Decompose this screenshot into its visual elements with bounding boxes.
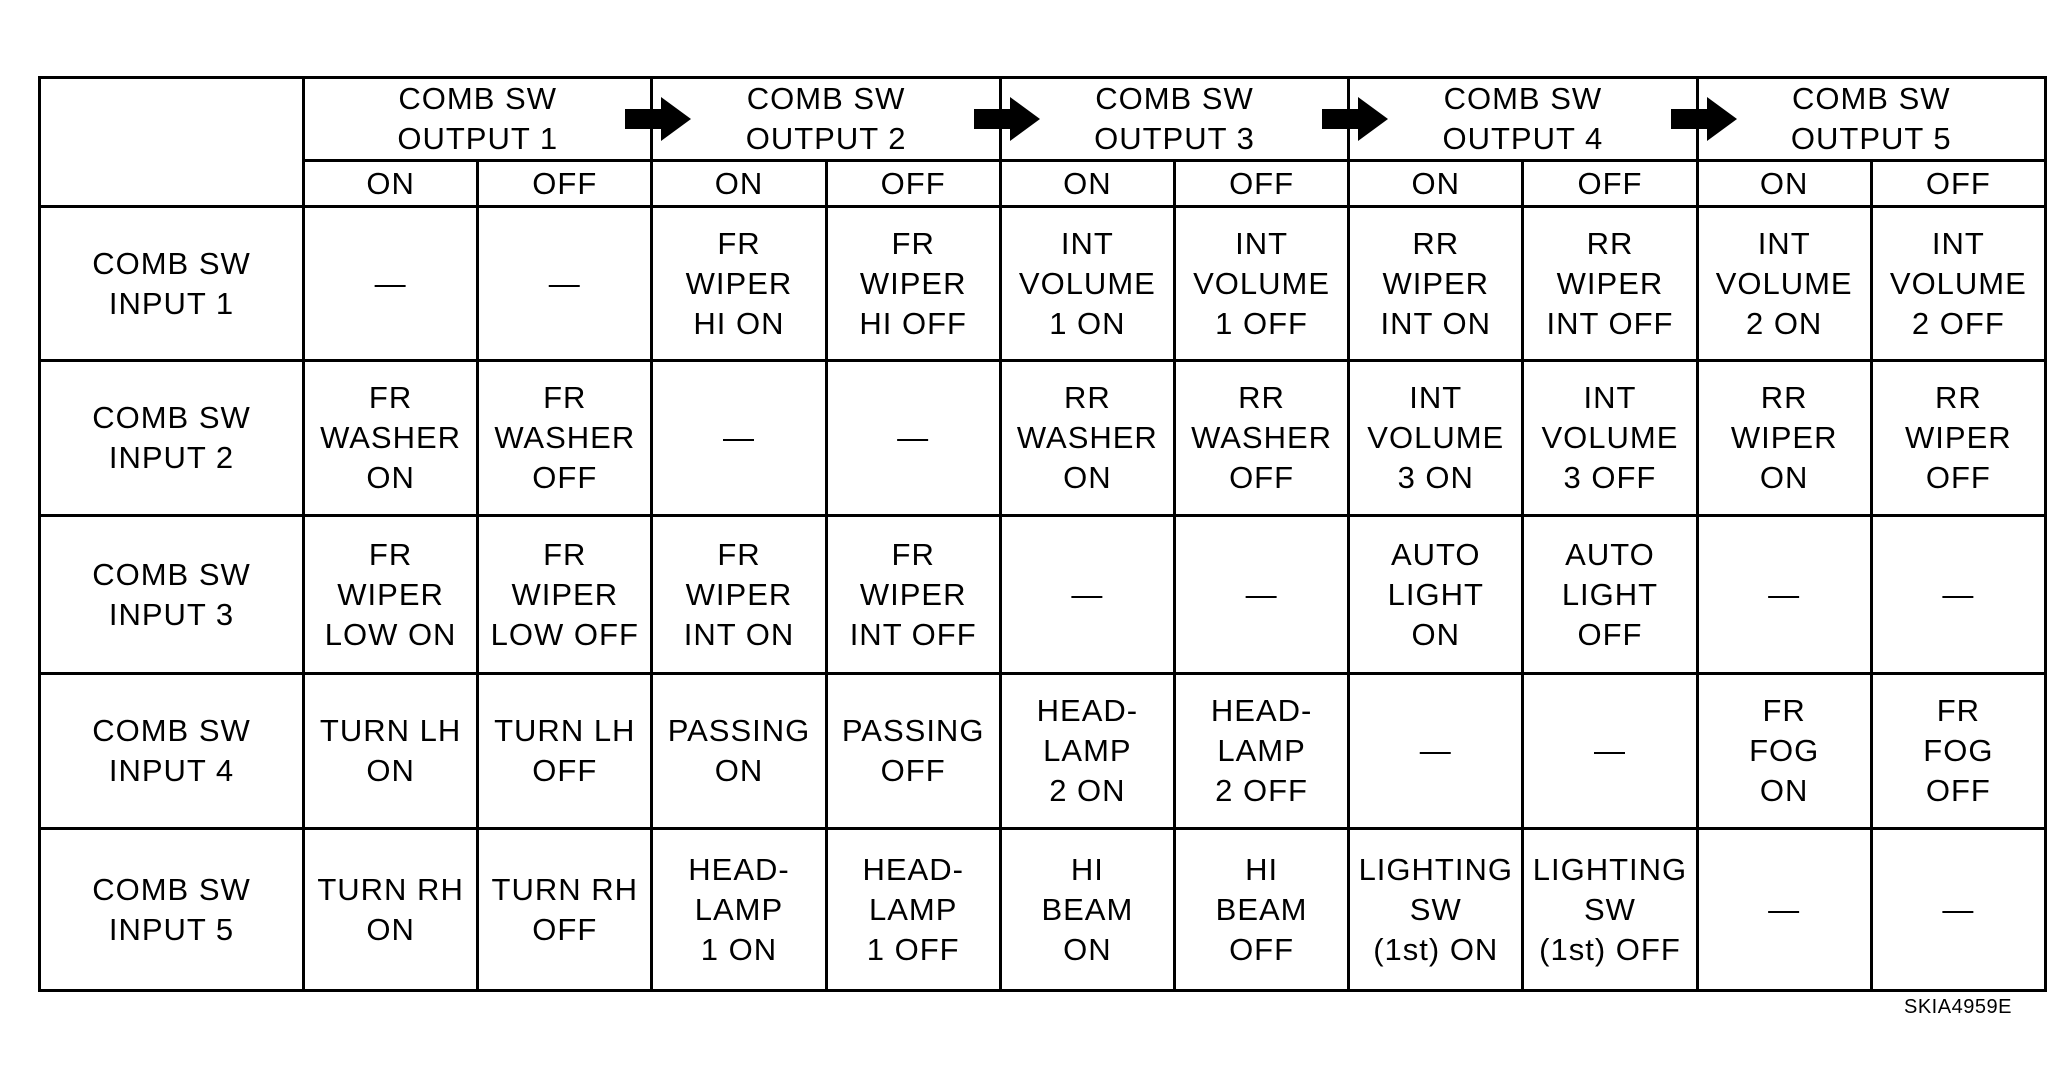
cell-line: FR (717, 536, 761, 572)
cell-line: WASHER (1191, 420, 1333, 455)
cell-line: 1 ON (700, 931, 778, 967)
cell-line: — (897, 420, 930, 455)
cell-line: WIPER (859, 265, 967, 301)
matrix-cell (304, 207, 478, 361)
matrix-cell (1174, 674, 1348, 829)
cell-line: ON (366, 911, 415, 947)
table-row (40, 516, 2046, 674)
cell-line: FR (1936, 693, 1981, 728)
cell-line: WIPER (1905, 420, 2012, 455)
cell-line: ON (1063, 931, 1112, 967)
matrix-cell (1000, 829, 1174, 991)
cell-line: — (722, 420, 755, 455)
cell-line: VOLUME (1715, 265, 1853, 301)
output-header-line2: OUTPUT 2 (745, 121, 907, 156)
row-header-line: COMB SW (92, 713, 251, 748)
cell-line: LIGHTING (1358, 851, 1513, 887)
matrix-cell (1000, 207, 1174, 361)
cell-line: OFF (532, 911, 598, 947)
cell-line: HI (1245, 851, 1279, 887)
row-header-line: INPUT 4 (108, 753, 235, 788)
cell-line: INT ON (1380, 305, 1492, 341)
matrix-cell (1697, 674, 1871, 829)
row-header-line: COMB SW (92, 245, 251, 281)
cell-line: WIPER (685, 265, 793, 301)
state-on-header: ON (1697, 161, 1871, 207)
cell-line: TURN LH (319, 713, 462, 748)
matrix-cell (1349, 829, 1523, 991)
cell-line: PASSING (667, 713, 811, 748)
cell-line: AUTO (1390, 536, 1481, 572)
matrix-cell (304, 674, 478, 829)
cell-line: AUTO (1565, 536, 1655, 572)
cell-line: INT OFF (1546, 305, 1674, 341)
cell-line: WIPER (859, 576, 967, 612)
input-row-header (40, 829, 304, 991)
cell-line: OFF (1229, 931, 1295, 967)
cell-line: FOG (1923, 733, 1994, 768)
cell-line: OFF (532, 753, 598, 788)
cell-line: — (1593, 733, 1626, 768)
matrix-cell (478, 207, 652, 361)
output-header-line1: COMB SW (398, 81, 557, 116)
input-row-header (40, 207, 304, 361)
matrix-cell (478, 674, 652, 829)
output-header-5 (1697, 78, 2045, 161)
matrix-cell (826, 516, 1000, 674)
matrix-cell (1871, 361, 2045, 516)
output-header-4 (1349, 78, 1697, 161)
cell-line: LIGHTING (1532, 851, 1688, 887)
cell-line: LAMP (694, 891, 784, 927)
cell-line: — (1071, 576, 1104, 612)
cell-line: RR (1238, 380, 1285, 415)
cell-line: VOLUME (1367, 420, 1505, 455)
matrix-cell (304, 516, 478, 674)
output-header-line2: OUTPUT 3 (1094, 121, 1255, 156)
cell-line: ON (1063, 460, 1112, 495)
matrix-cell (1523, 674, 1697, 829)
cell-line: 2 ON (1745, 305, 1823, 341)
cell-line: 3 OFF (1563, 460, 1657, 495)
cell-line: PASSING (841, 713, 985, 748)
cell-line: WIPER (1382, 265, 1490, 301)
cell-line: 3 ON (1397, 460, 1474, 495)
matrix-cell (652, 516, 826, 674)
matrix-cell (1174, 361, 1348, 516)
matrix-cell (1349, 674, 1523, 829)
cell-line: RR (1412, 225, 1460, 261)
cell-line: — (374, 265, 407, 301)
state-on-header: ON (304, 161, 478, 207)
cell-line: RR (1063, 380, 1111, 415)
cell-line: LIGHT (1387, 576, 1484, 612)
cell-line: VOLUME (1018, 265, 1156, 301)
table-row (40, 361, 2046, 516)
cell-line: WIPER (1730, 420, 1838, 455)
table-row (40, 829, 2046, 991)
cell-line: HEAD- (688, 851, 790, 887)
cell-line: — (1768, 891, 1801, 927)
cell-line: 2 OFF (1215, 773, 1308, 808)
cell-line: WIPER (685, 576, 793, 612)
matrix-cell (826, 674, 1000, 829)
state-off-header: OFF (826, 161, 1000, 207)
row-header-line: COMB SW (92, 871, 251, 907)
cell-line: RR (1760, 380, 1808, 415)
cell-line: — (1768, 576, 1801, 612)
cell-line: WIPER (511, 576, 619, 612)
state-on-header: ON (652, 161, 826, 207)
cell-line: OFF (1577, 616, 1643, 652)
cell-line: WASHER (494, 420, 636, 455)
matrix-cell (1174, 207, 1348, 361)
row-header-line: INPUT 2 (108, 440, 235, 475)
matrix-cell (1523, 829, 1697, 991)
cell-line: — (548, 265, 581, 301)
cell-line: FR (543, 536, 587, 572)
row-header-line: INPUT 3 (108, 596, 235, 632)
matrix-cell (1697, 361, 1871, 516)
state-off-header: OFF (1523, 161, 1697, 207)
cell-line: INT OFF (849, 616, 977, 652)
cell-line: — (1419, 733, 1452, 768)
input-row-header (40, 516, 304, 674)
matrix-cell (1871, 207, 2045, 361)
cell-line: VOLUME (1193, 265, 1331, 301)
matrix-cell (1000, 674, 1174, 829)
matrix-cell (1000, 516, 1174, 674)
corner-cell (40, 78, 304, 207)
cell-line: (1st) OFF (1539, 931, 1681, 967)
output-header-2 (652, 78, 1000, 161)
output-header-line1: COMB SW (746, 81, 906, 116)
row-header-line: COMB SW (92, 400, 251, 435)
cell-line: BEAM (1215, 891, 1308, 927)
matrix-cell (1174, 516, 1348, 674)
row-header-line: COMB SW (92, 556, 251, 592)
cell-line: — (1942, 891, 1975, 927)
cell-line: OFF (1229, 460, 1295, 495)
cell-line: WIPER (337, 576, 444, 612)
cell-line: FR (717, 225, 761, 261)
cell-line: VOLUME (1541, 420, 1679, 455)
output-header-line1: COMB SW (1095, 81, 1254, 116)
cell-line: FR (891, 225, 935, 261)
row-header-line: INPUT 5 (108, 911, 235, 947)
cell-line: HI ON (693, 305, 785, 341)
matrix-cell (826, 829, 1000, 991)
cell-line: LAMP (1043, 733, 1132, 768)
cell-line: ON (714, 753, 764, 788)
cell-line: INT (1060, 225, 1114, 261)
matrix-cell (826, 361, 1000, 516)
cell-line: ON (1411, 616, 1461, 652)
cell-line: OFF (1925, 460, 1991, 495)
cell-line: TURN RH (317, 871, 464, 907)
matrix-cell (1871, 516, 2045, 674)
matrix-cell (1349, 361, 1523, 516)
matrix-cell (1871, 829, 2045, 991)
cell-line: INT (1409, 380, 1463, 415)
matrix-cell (1000, 361, 1174, 516)
cell-line: RR (1586, 225, 1634, 261)
state-on-header: ON (1000, 161, 1174, 207)
output-header-1 (304, 78, 652, 161)
right-arrow-icon (1322, 97, 1388, 141)
state-off-header: OFF (1174, 161, 1348, 207)
cell-line: FR (1762, 693, 1806, 728)
output-header-line2: OUTPUT 1 (397, 121, 559, 156)
cell-line: FR (368, 536, 413, 572)
table-row (40, 674, 2046, 829)
cell-line: WIPER (1556, 265, 1664, 301)
figure-code: SKIA4959E (1904, 996, 2012, 1018)
output-header-row (40, 78, 2046, 161)
matrix-cell (1697, 516, 1871, 674)
cell-line: INT ON (683, 616, 795, 652)
output-header-line1: COMB SW (1791, 81, 1951, 116)
cell-line: ON (1759, 773, 1809, 808)
cell-line: FOG (1749, 733, 1820, 768)
state-off-header: OFF (478, 161, 652, 207)
matrix-cell (1523, 207, 1697, 361)
cell-line: HI (1070, 851, 1104, 887)
matrix-cell (304, 829, 478, 991)
cell-line: ON (1759, 460, 1809, 495)
matrix-cell (652, 829, 826, 991)
cell-line: TURN RH (491, 871, 639, 907)
output-header-line2: OUTPUT 4 (1442, 121, 1604, 156)
state-on-header: ON (1349, 161, 1523, 207)
cell-line: WASHER (320, 420, 462, 455)
cell-line: INT (1931, 225, 1985, 261)
row-header-line: INPUT 1 (108, 285, 235, 321)
cell-line: 2 ON (1049, 773, 1126, 808)
cell-line: SW (1583, 891, 1636, 927)
cell-line: RR (1934, 380, 1982, 415)
switch-matrix-table (38, 76, 2047, 992)
right-arrow-icon (1671, 97, 1737, 141)
cell-line: LOW OFF (490, 616, 639, 652)
cell-line: HEAD- (1036, 693, 1139, 728)
matrix-cell (826, 207, 1000, 361)
matrix-cell (1871, 674, 2045, 829)
cell-line: ON (366, 753, 415, 788)
cell-line: OFF (880, 753, 946, 788)
output-header-line1: COMB SW (1443, 81, 1603, 116)
cell-line: TURN LH (494, 713, 636, 748)
cell-line: LOW ON (324, 616, 457, 652)
cell-line: — (1245, 576, 1278, 612)
matrix-cell (1523, 361, 1697, 516)
state-header-row (40, 161, 2046, 207)
cell-line: INT (1235, 225, 1289, 261)
matrix-cell (1697, 207, 1871, 361)
matrix-cell (478, 516, 652, 674)
cell-line: FR (891, 536, 935, 572)
matrix-cell (1523, 516, 1697, 674)
cell-line: SW (1409, 891, 1462, 927)
matrix-cell (652, 361, 826, 516)
input-row-header (40, 361, 304, 516)
state-off-header: OFF (1871, 161, 2045, 207)
matrix-cell (478, 829, 652, 991)
output-header-line2: OUTPUT 5 (1790, 121, 1952, 156)
matrix-cell (1349, 516, 1523, 674)
cell-line: LAMP (868, 891, 958, 927)
matrix-cell (1174, 829, 1348, 991)
cell-line: OFF (1925, 773, 1991, 808)
cell-line: INT (1757, 225, 1811, 261)
cell-line: HEAD- (1210, 693, 1313, 728)
cell-line: BEAM (1041, 891, 1134, 927)
cell-line: INT (1583, 380, 1637, 415)
cell-line: LAMP (1217, 733, 1306, 768)
cell-line: 2 OFF (1911, 305, 2005, 341)
matrix-cell (652, 207, 826, 361)
matrix-cell (1697, 829, 1871, 991)
cell-line: LIGHT (1561, 576, 1659, 612)
cell-line: FR (368, 380, 413, 415)
cell-line: ON (366, 460, 415, 495)
right-arrow-icon (974, 97, 1040, 141)
cell-line: HI OFF (859, 305, 967, 341)
cell-line: VOLUME (1889, 265, 2027, 301)
input-row-header (40, 674, 304, 829)
cell-line: 1 ON (1049, 305, 1126, 341)
table-row (40, 207, 2046, 361)
cell-line: (1st) ON (1373, 931, 1499, 967)
matrix-cell (652, 674, 826, 829)
matrix-cell (478, 361, 652, 516)
cell-line: FR (543, 380, 587, 415)
cell-line: 1 OFF (866, 931, 960, 967)
cell-line: OFF (532, 460, 598, 495)
cell-line: HEAD- (862, 851, 964, 887)
matrix-cell (304, 361, 478, 516)
cell-line: — (1942, 576, 1975, 612)
output-header-3 (1000, 78, 1348, 161)
matrix-cell (1349, 207, 1523, 361)
right-arrow-icon (625, 97, 691, 141)
cell-line: 1 OFF (1215, 305, 1308, 341)
cell-line: WASHER (1016, 420, 1158, 455)
